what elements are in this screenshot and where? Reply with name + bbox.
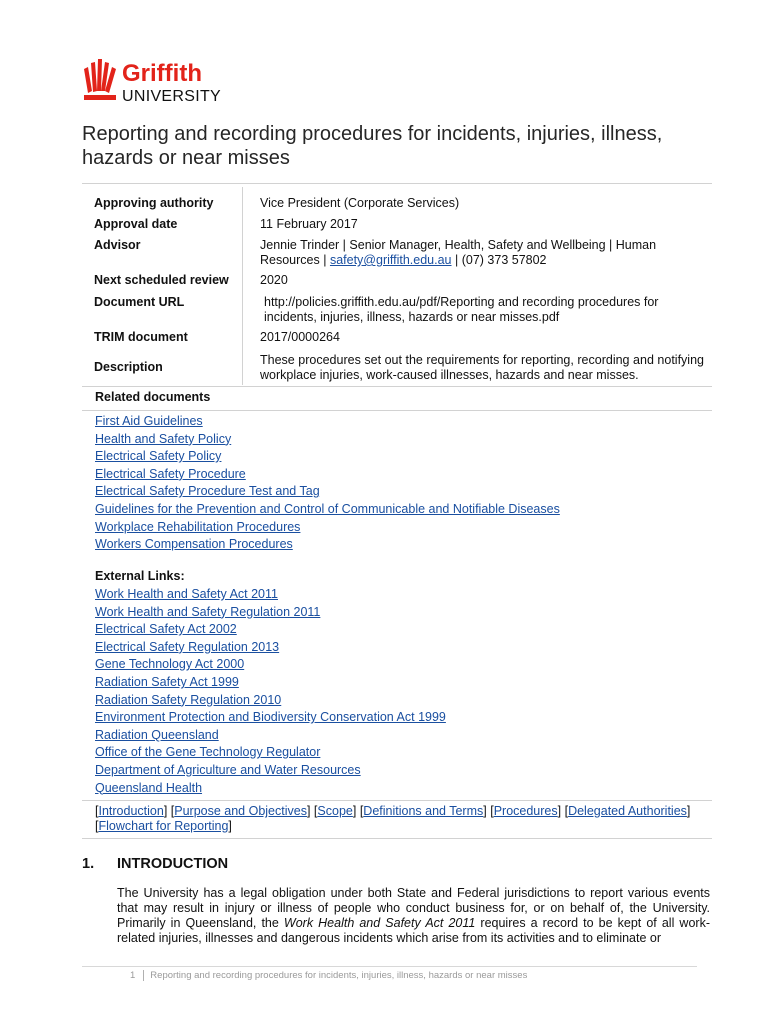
section-heading: INTRODUCTION (117, 856, 229, 872)
related-document-link[interactable]: Guidelines for the Prevention and Control of Communicable and Notifiable Diseases (95, 501, 560, 516)
list-item (95, 483, 560, 501)
label: Document URL (94, 295, 185, 309)
external-link[interactable]: Gene Technology Act 2000 (95, 657, 245, 672)
divider (82, 800, 712, 801)
related-documents-list (95, 413, 560, 554)
divider (82, 838, 712, 839)
list-item (95, 586, 446, 604)
list-item (95, 536, 560, 554)
nav-link[interactable]: Procedures (493, 804, 558, 818)
list-item (95, 448, 560, 466)
nav-link[interactable]: Definitions and Terms (363, 804, 484, 818)
list-item (95, 466, 560, 484)
external-link[interactable]: Office of the Gene Technology Regulator (95, 745, 321, 760)
list-item (95, 431, 560, 449)
related-document-link[interactable]: Health and Safety Policy (95, 431, 232, 446)
label: Next scheduled review (94, 273, 229, 287)
divider (82, 386, 712, 387)
external-links-list (95, 586, 446, 797)
related-document-link[interactable]: Electrical Safety Procedure Test and Tag (95, 484, 320, 499)
external-link[interactable]: Radiation Safety Regulation 2010 (95, 692, 282, 707)
list-item (95, 674, 446, 692)
list-item (95, 780, 446, 798)
external-link[interactable]: Radiation Safety Act 1999 (95, 674, 239, 689)
section-navigation: [Introduction] [Purpose and Objectives] [Scope] [Definitions and Terms] [Procedures] [Delegated Authorities] [Flowchart for Reporting] (95, 804, 691, 833)
divider (82, 410, 712, 411)
list-item (95, 656, 446, 674)
external-link[interactable]: Work Health and Safety Act 2011 (95, 587, 278, 601)
advisor-email-link[interactable]: safety@griffith.edu.au (329, 253, 452, 267)
external-link[interactable]: Queensland Health (95, 780, 203, 795)
external-link[interactable]: Department of Agriculture and Water Resources (95, 762, 361, 777)
nav-link[interactable]: Introduction (98, 804, 164, 818)
page-footer (130, 970, 527, 981)
value: 2017/0000264 (260, 330, 340, 344)
page-title: Reporting and recording procedures for incidents, injuries, illness, hazards or near misses (82, 123, 663, 169)
external-link[interactable]: Environment Protection and Biodiversity Conservation Act 1999 (95, 710, 446, 725)
related-document-link[interactable]: Workers Compensation Procedures (95, 537, 293, 552)
list-item (95, 639, 446, 657)
list-item (95, 744, 446, 762)
related-document-link[interactable]: Workplace Rehabilitation Procedures (95, 519, 301, 534)
label: TRIM document (94, 330, 188, 344)
document-url-value: http://policies.griffith.edu.au/pdf/Reporting and recording procedures for incidents, injuries, illness, hazards or near misses.pdf (264, 295, 659, 324)
label: Advisor (94, 238, 141, 252)
value (260, 238, 705, 268)
nav-link[interactable]: Delegated Authorities (568, 804, 687, 818)
paragraph-text: The University has a legal obligation under both State and Federal jurisdictions to report various events that may result in injury or illness of people who conduct business for, or on behalf of, the University. Primarily in Queensland, the (117, 886, 710, 930)
list-item (95, 692, 446, 710)
griffith-logo (82, 57, 262, 105)
nav-link[interactable]: Flowchart for Reporting (98, 819, 229, 833)
related-documents-heading: Related documents (95, 390, 211, 404)
external-link[interactable]: Work Health and Safety Regulation 2011 (95, 604, 321, 619)
advisor-phone: | (07) 373 57802 (451, 253, 547, 267)
nav-link[interactable]: Scope (317, 804, 353, 818)
introduction-paragraph (117, 886, 710, 946)
related-document-link[interactable]: Electrical Safety Policy (95, 449, 222, 464)
value: 2020 (260, 273, 288, 287)
list-item (95, 727, 446, 745)
related-document-link[interactable]: Electrical Safety Procedure (95, 466, 246, 481)
related-document-link[interactable]: First Aid Guidelines (95, 414, 203, 428)
footer-text: Reporting and recording procedures for incidents, injuries, illness, hazards or near misses (150, 970, 528, 981)
label: Description (94, 360, 163, 374)
label: Approval date (94, 217, 178, 231)
table-column-divider (242, 187, 243, 385)
list-item (95, 519, 560, 537)
label: Approving authority (94, 196, 214, 210)
list-item (95, 709, 446, 727)
value: 11 February 2017 (260, 217, 358, 231)
value: Vice President (Corporate Services) (260, 196, 460, 210)
external-link[interactable]: Electrical Safety Regulation 2013 (95, 639, 280, 654)
nav-link[interactable]: Purpose and Objectives (174, 804, 307, 818)
paragraph-text: requires a record to be kept of all work-related injuries, illnesses and dangerous incidents which arise from its activities and to eliminate or (117, 916, 710, 945)
list-item (95, 501, 560, 519)
list-item (95, 413, 560, 431)
list-item (95, 621, 446, 639)
divider (82, 183, 712, 184)
list-item (95, 604, 446, 622)
logo-subtitle: UNIVERSITY (122, 88, 222, 105)
value: These procedures set out the requirements for reporting, recording and notifying workplace injuries, work-caused illnesses, hazards and near misses. (260, 353, 704, 382)
footer-divider (82, 966, 697, 967)
external-links-heading: External Links: (95, 569, 185, 583)
external-link[interactable]: Radiation Queensland (95, 727, 219, 742)
act-title: Work Health and Safety Act 2011 (283, 916, 476, 930)
page-number: 1 (130, 970, 144, 981)
logo-wordmark: Griffith (122, 60, 202, 87)
advisor-text: Jennie Trinder | Senior Manager, Health, Safety and Wellbeing | Human Resources | (260, 238, 657, 267)
section-number: 1. (82, 856, 95, 872)
list-item (95, 762, 446, 780)
external-link[interactable]: Electrical Safety Act 2002 (95, 622, 237, 637)
